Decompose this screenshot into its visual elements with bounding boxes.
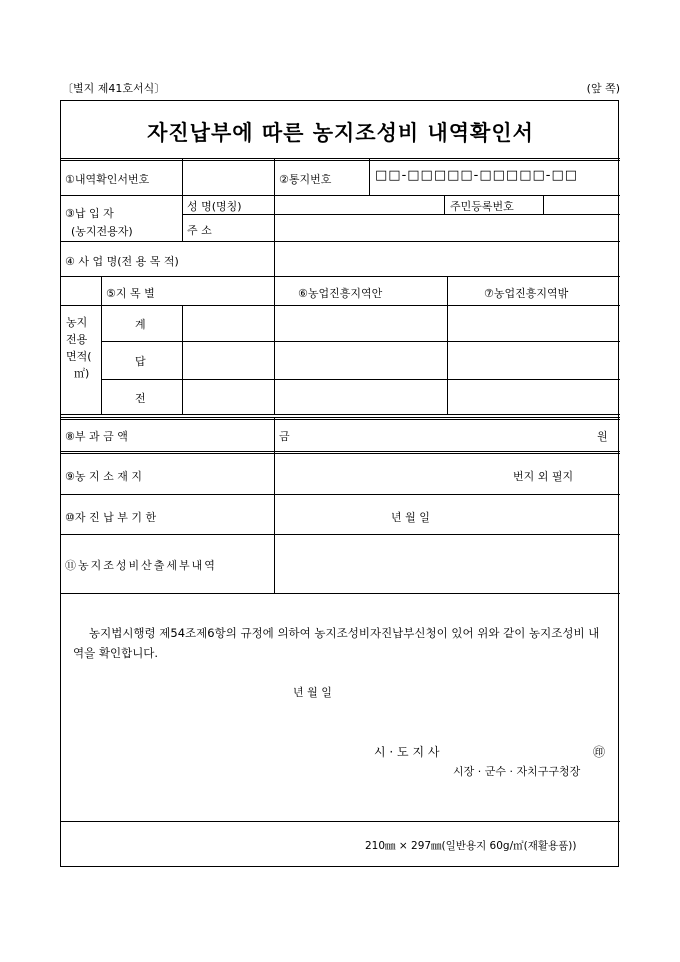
double-divider — [61, 417, 620, 420]
charge-unit: 원 — [597, 430, 608, 443]
notice-number-boxes[interactable]: □□-□□□□□-□□□□□-□□ — [375, 168, 579, 183]
inside-zone-header: ⑥농업진흥지역안 — [298, 287, 383, 300]
divider — [182, 305, 183, 414]
divider — [101, 276, 102, 414]
payer-label-text: ③납 입 자 — [65, 207, 114, 220]
area-label-line: 농지 — [66, 316, 88, 329]
divider — [444, 195, 445, 214]
divider — [543, 195, 544, 214]
divider — [274, 195, 275, 241]
signer-title: 시 · 도 지 사 — [374, 745, 440, 759]
name-label: 성 명(명칭) — [187, 200, 242, 213]
form-frame — [60, 100, 619, 867]
receipt-number-label: ①내역확인서번호 — [65, 173, 150, 186]
seal-mark: ㊞ — [593, 745, 606, 759]
divider — [182, 158, 183, 195]
payment-deadline-label: ⑩자 진 납 부 기 한 — [65, 511, 157, 524]
divider — [61, 494, 620, 495]
signer-alt-title: 시장 · 군수 · 자치구구청장 — [453, 765, 581, 778]
lot-suffix: 번지 외 필지 — [513, 470, 574, 483]
form-number: 〔별지 제41호서식〕 — [62, 82, 166, 95]
divider — [61, 821, 620, 822]
divider — [182, 195, 183, 241]
title-divider — [61, 158, 620, 161]
payer-label — [65, 205, 177, 221]
divider — [369, 158, 370, 195]
area-row-paddy: 답 — [135, 355, 146, 368]
divider — [61, 414, 620, 415]
area-label-line: 전용 — [66, 333, 88, 346]
divider — [274, 158, 275, 195]
divider — [101, 341, 620, 342]
divider — [61, 276, 620, 277]
area-label-line: 면적( — [66, 350, 92, 363]
area-row-field: 전 — [135, 392, 146, 405]
page-side-label: (앞 쪽) — [586, 82, 620, 95]
notice-number-label: ②통지번호 — [279, 173, 332, 186]
form-title: 자진납부에 따른 농지조성비 내역확인서 — [147, 120, 534, 145]
business-purpose-label: ④ 사 업 명(전 용 목 적) — [65, 255, 179, 268]
outside-zone-header: ⑦농업진흥지역밖 — [484, 287, 569, 300]
confirmation-statement: 농지법시행령 제54조제6항의 규정에 의하여 농지조성비자진납부신청이 있어 위와 같이 농지조성비 내역을 확인합니다. — [73, 626, 600, 660]
calculation-detail-label: ⑪농지조성비산출세부내역 — [65, 559, 217, 572]
paper-spec: 210㎜ × 297㎜(일반용지 60g/㎡(재활용품)) — [365, 840, 577, 852]
divider — [274, 417, 275, 593]
divider — [101, 379, 620, 380]
charge-amount-label: ⑧부 과 금 액 — [65, 430, 128, 443]
double-divider — [61, 451, 620, 454]
divider — [61, 593, 620, 594]
divider — [274, 276, 275, 414]
divider — [182, 214, 620, 215]
land-location-label: ⑨농 지 소 재 지 — [65, 470, 142, 483]
divider — [61, 195, 620, 196]
divider — [61, 241, 620, 242]
land-category-label: ⑤지 목 별 — [106, 287, 155, 300]
divider — [61, 305, 620, 306]
charge-prefix: 금 — [279, 430, 290, 443]
resident-id-label: 주민등록번호 — [450, 200, 514, 213]
area-label-line: ㎡) — [74, 367, 90, 380]
divider — [61, 534, 620, 535]
divider — [447, 276, 448, 414]
divider — [274, 241, 275, 276]
area-label — [66, 314, 92, 382]
payment-deadline-date: 년 월 일 — [391, 511, 430, 524]
issue-date: 년 월 일 — [293, 686, 332, 699]
payer-sub-label: (농지전용자) — [71, 225, 133, 238]
address-label: 주 소 — [187, 224, 212, 237]
area-row-total: 계 — [135, 318, 146, 331]
